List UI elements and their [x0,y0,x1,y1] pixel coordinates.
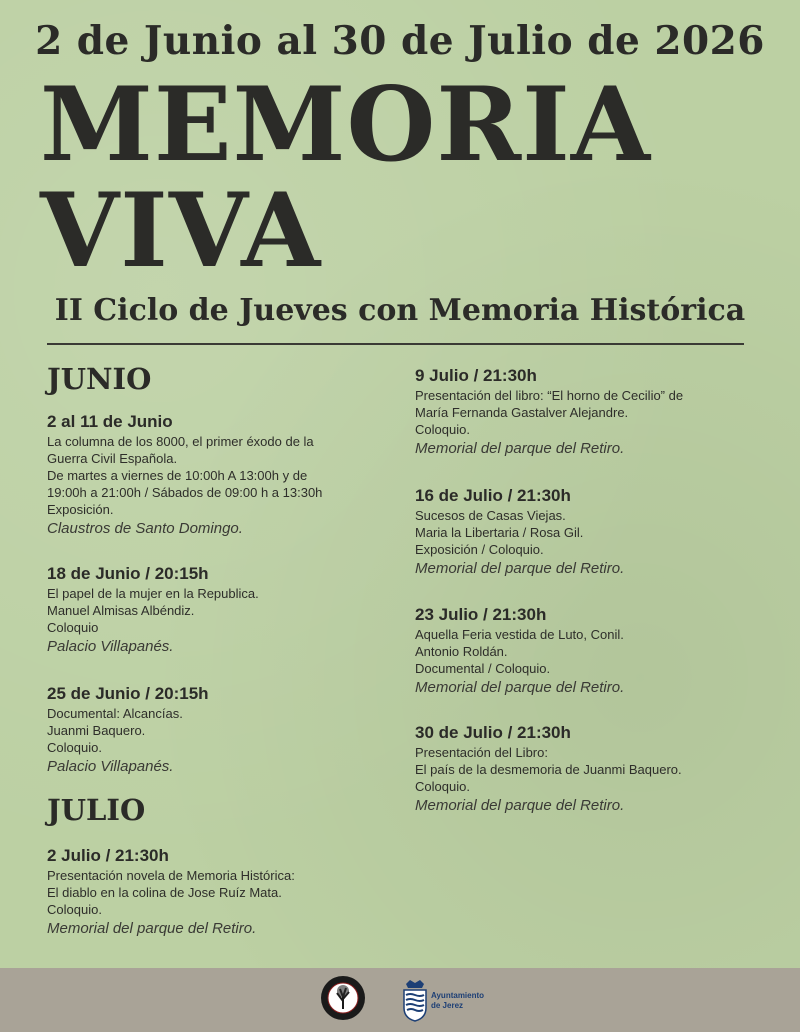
event-place: Memorial del parque del Retiro. [415,679,625,696]
event-place: Palacio Villapanés. [47,638,174,655]
association-logo-icon [320,975,366,1021]
event-place: Memorial del parque del Retiro. [415,797,625,814]
event-place: Memorial del parque del Retiro. [415,440,625,457]
event-place: Memorial del parque del Retiro. [47,920,257,937]
event-title: 9 Julio / 21:30h [415,366,537,385]
event-item [415,604,765,699]
event-item [415,485,765,580]
event-place: Memorial del parque del Retiro. [415,560,625,577]
event-line: Documental: Alcancías. [47,706,183,721]
event-line: Presentación del Libro: [415,745,548,760]
event-line: 19:00h a 21:00h / Sábados de 09:00 h a 13:30h [47,485,323,500]
event-line: Antonio Roldán. [415,644,508,659]
event-item [47,411,397,540]
event-line: El papel de la mujer en la Republica. [47,586,259,601]
title-line-1: MEMORIA [40,65,652,185]
event-line: Coloquio. [47,740,102,755]
footer-bar [0,968,800,1032]
title-line-2: VIVA [40,171,322,291]
jerez-logo-line1: Ayuntamiento [431,991,485,1000]
event-title: 18 de Junio / 20:15h [47,564,209,583]
event-line: Guerra Civil Española. [47,451,178,466]
month-heading-julio: JULIO [47,793,146,827]
event-line: Exposición / Coloquio. [415,542,544,557]
event-item [415,722,765,817]
event-item [47,563,397,658]
jerez-logo-text [431,991,484,1011]
event-item [415,365,765,460]
event-line: Coloquio. [47,902,102,917]
event-title: 23 Julio / 21:30h [415,605,547,624]
date-range: 2 de Junio al 30 de Julio de 2026 [35,18,765,64]
event-line: El país de la desmemoria de Juanmi Baquero. [415,762,682,777]
event-item [47,683,397,778]
event-line: Exposición. [47,502,114,517]
event-title: 2 Julio / 21:30h [47,846,169,865]
event-line: Maria la Libertaria / Rosa Gil. [415,525,584,540]
subtitle: II Ciclo de Jueves con Memoria Histórica [54,293,746,328]
event-line: Coloquio. [415,779,470,794]
event-line: Aquella Feria vestida de Luto, Conil. [415,627,624,642]
event-line: Coloquio [47,620,99,635]
jerez-logo-line2: de Jerez [431,1001,464,1010]
event-line: María Fernanda Gastalver Alejandre. [415,405,629,420]
event-line: Juanmi Baquero. [47,723,146,738]
event-place: Palacio Villapanés. [47,758,174,775]
event-title: 2 al 11 de Junio [47,412,173,431]
event-line: Presentación del libro: “El horno de Cecilio” de [415,388,684,403]
event-line: La columna de los 8000, el primer éxodo de la [47,434,314,449]
event-title: 25 de Junio / 20:15h [47,684,209,703]
event-line: Manuel Almisas Albéndiz. [47,603,195,618]
event-line: El diablo en la colina de Jose Ruíz Mata. [47,885,282,900]
event-item [47,845,397,940]
event-line: Documental / Coloquio. [415,661,551,676]
divider [47,343,744,345]
event-line: Presentación novela de Memoria Histórica: [47,868,295,883]
event-title: 16 de Julio / 21:30h [415,486,571,505]
event-line: De martes a viernes de 10:00h A 13:00h y de [47,468,308,483]
month-heading-junio: JUNIO [47,362,152,396]
jerez-shield-icon [402,978,428,1022]
event-title: 30 de Julio / 21:30h [415,723,571,742]
event-line: Sucesos de Casas Viejas. [415,508,566,523]
event-line: Coloquio. [415,422,470,437]
event-place: Claustros de Santo Domingo. [47,520,243,537]
